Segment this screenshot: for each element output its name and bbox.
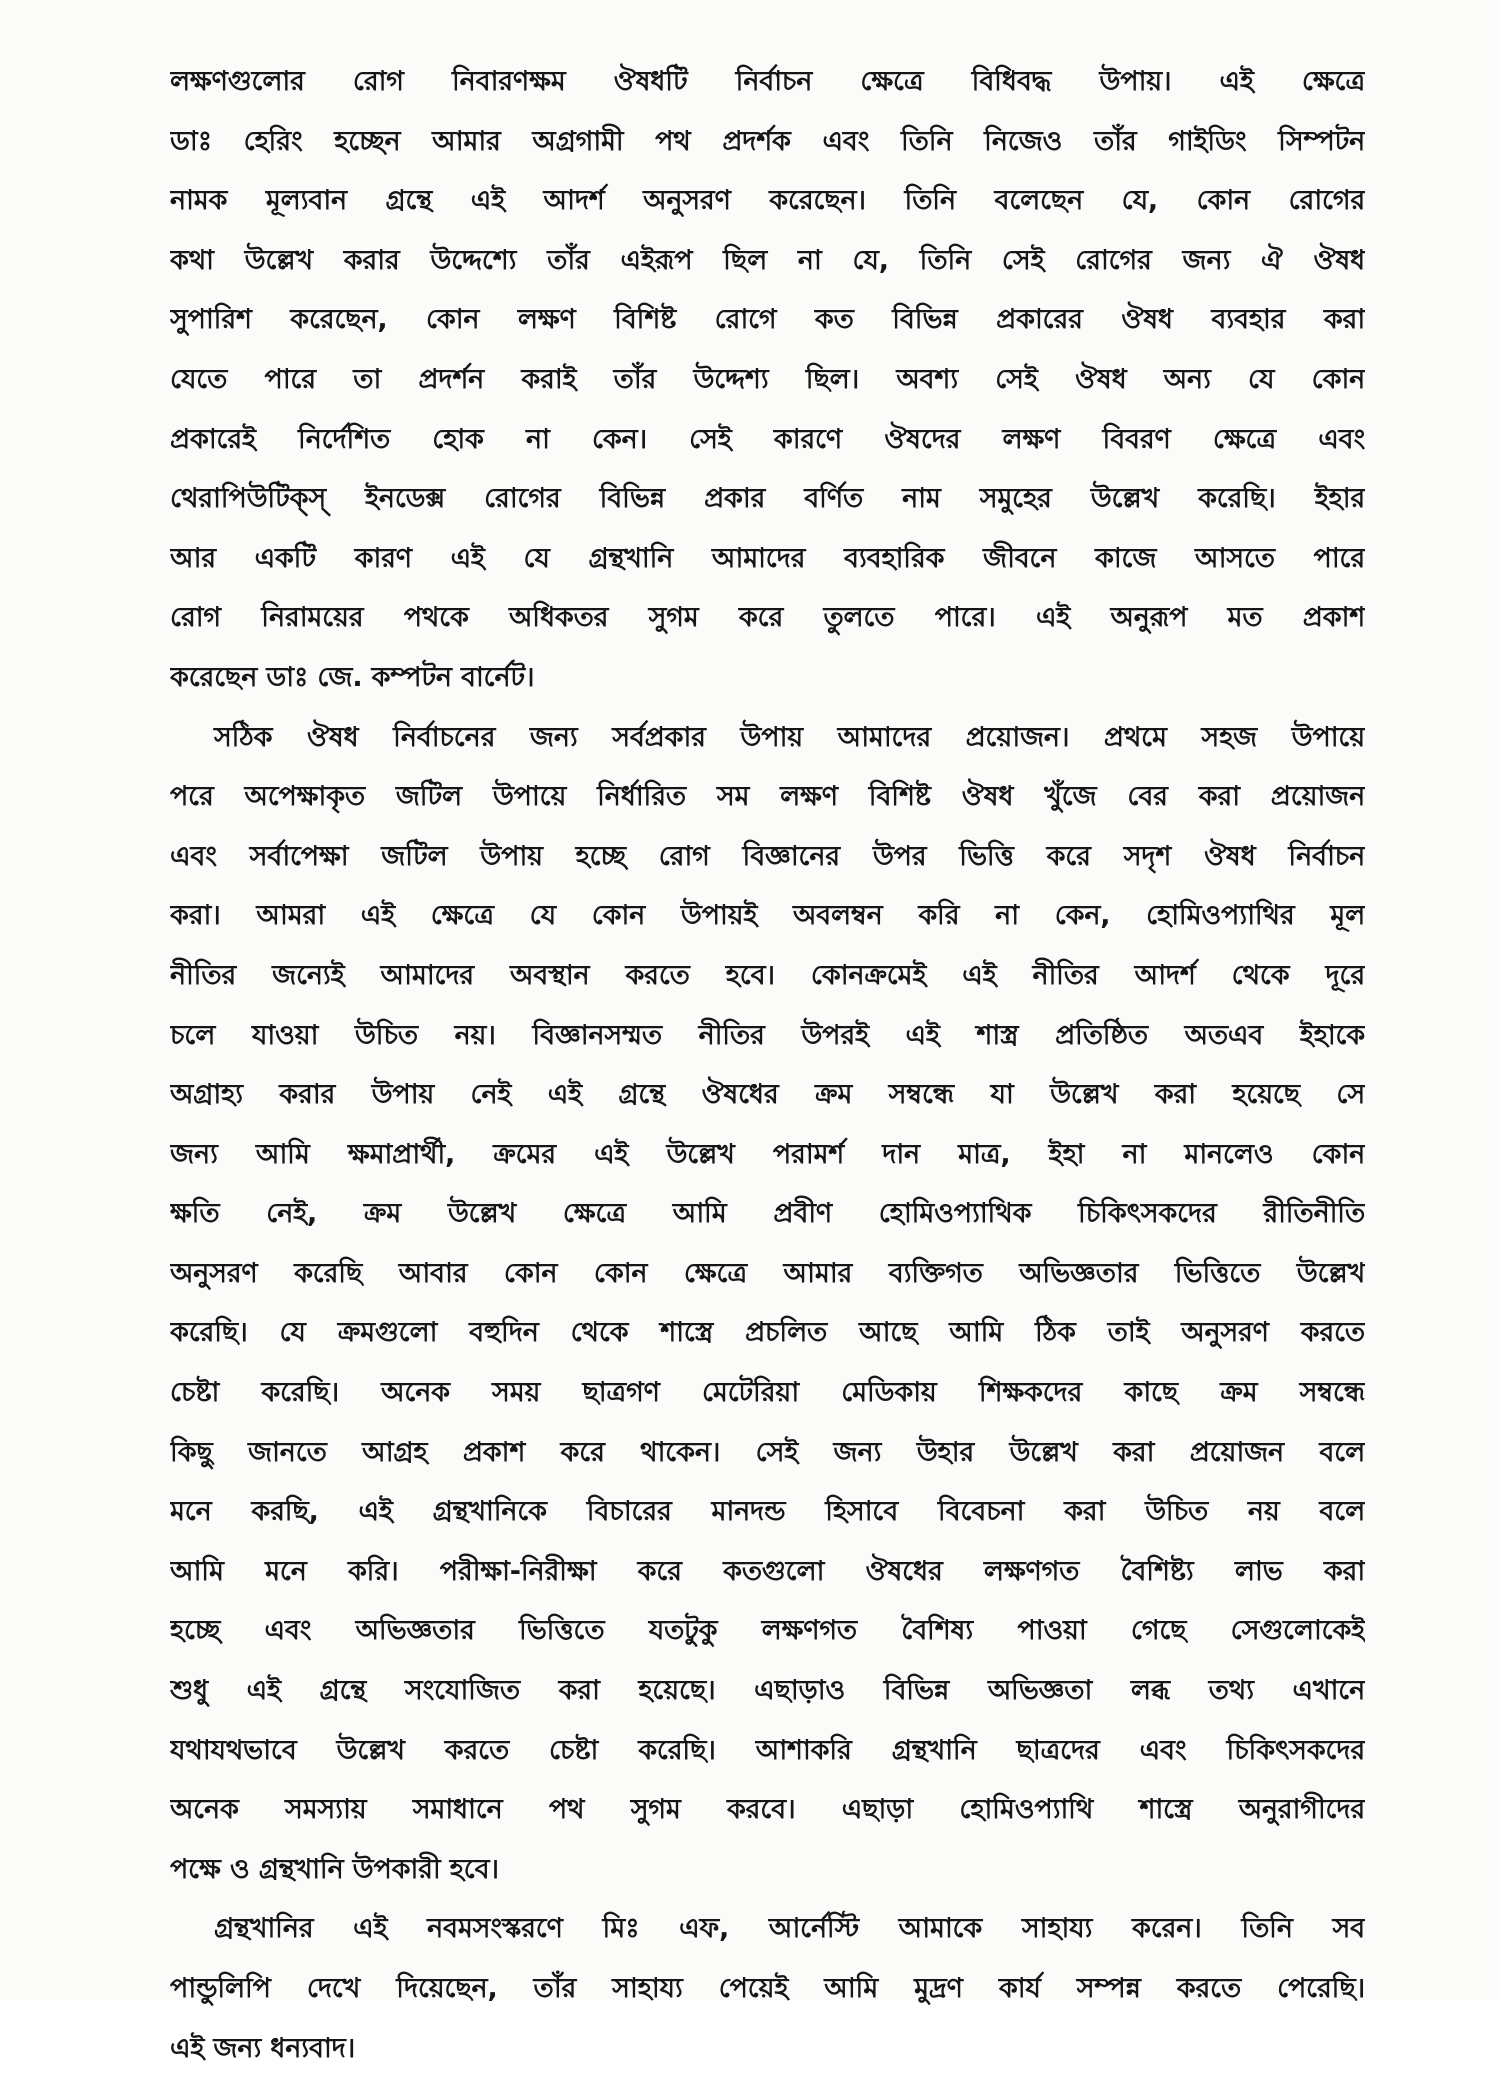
text-line: কিছু জানতে আগ্রহ প্রকাশ করে থাকেন। সেই জন্য উহার উল্লেখ করা প্রয়োজন বলে xyxy=(170,1436,1365,1468)
text-line: পরে অপেক্ষাকৃত জটিল উপায়ে নির্ধারিত সম লক্ষণ বিশিষ্ট ঔষধ খুঁজে বের করা প্রয়োজন xyxy=(170,781,1365,813)
text-line: ডাঃ হেরিং হচ্ছেন আমার অগ্রগামী পথ প্রদর্শক এবং তিনি নিজেও তাঁর গাইডিং সিম্পটন xyxy=(170,125,1365,157)
text-line: নীতির জন্যেই আমাদের অবস্থান করতে হবে। কোনক্রমেই এই নীতির আদর্শ থেকে দূরে xyxy=(170,959,1365,991)
text-line: গ্রন্থখানির এই নবমসংস্করণে মিঃ এফ, আর্নেস্টি আমাকে সাহায্য করেন। তিনি সব xyxy=(214,1913,1365,1945)
text-line: মনে করছি, এই গ্রন্থখানিকে বিচারের মানদন্ড হিসাবে বিবেচনা করা উচিত নয় বলে xyxy=(170,1496,1365,1528)
text-line: চলে যাওয়া উচিত নয়। বিজ্ঞানসম্মত নীতির উপরই এই শাস্ত্র প্রতিষ্ঠিত অতএব ইহাকে xyxy=(170,1019,1365,1051)
text-line: যেতে পারে তা প্রদর্শন করাই তাঁর উদ্দেশ্য ছিল। অবশ্য সেই ঔষধ অন্য যে কোন xyxy=(170,363,1365,395)
paragraph-3 xyxy=(170,1899,1365,2078)
body-text xyxy=(170,52,1365,2078)
text-line: চেষ্টা করেছি। অনেক সময় ছাত্রগণ মেটেরিয়া মেডিকায় শিক্ষকদের কাছে ক্রম সম্বন্ধে xyxy=(170,1377,1365,1409)
text-line: এই জন্য ধন্যবাদ। xyxy=(170,2032,356,2064)
text-line: অগ্রাহ্য করার উপায় নেই এই গ্রন্থে ঔষধের ক্রম সম্বন্ধে যা উল্লেখ করা হয়েছে সে xyxy=(170,1079,1365,1111)
text-line: প্রকারেই নির্দেশিত হোক না কেন। সেই কারণে ঔষদের লক্ষণ বিবরণ ক্ষেত্রে এবং xyxy=(170,423,1365,455)
text-line: থেরাপিউটিক্স্ ইনডেক্স রোগের বিভিন্ন প্রকার বর্ণিত নাম সমুহের উল্লেখ করেছি। ইহার xyxy=(170,483,1365,515)
paragraph-2 xyxy=(170,708,1365,1900)
text-line: আর একটি কারণ এই যে গ্রন্থখানি আমাদের ব্যবহারিক জীবনে কাজে আসতে পারে xyxy=(170,542,1365,574)
text-line: সুপারিশ করেছেন, কোন লক্ষণ বিশিষ্ট রোগে কত বিভিন্ন প্রকারের ঔষধ ব্যবহার করা xyxy=(170,304,1365,336)
text-line: সঠিক ঔষধ নির্বাচনের জন্য সর্বপ্রকার উপায় আমাদের প্রয়োজন। প্রথমে সহজ উপায়ে xyxy=(214,721,1365,753)
text-line: শুধু এই গ্রন্থে সংযোজিত করা হয়েছে। এছাড়াও বিভিন্ন অভিজ্ঞতা লব্ধ তথ্য এখানে xyxy=(170,1675,1365,1707)
text-line: হচ্ছে এবং অভিজ্ঞতার ভিত্তিতে যতটুকু লক্ষণগত বৈশিষ্য পাওয়া গেছে সেগুলোকেই xyxy=(170,1615,1365,1647)
text-line: করা। আমরা এই ক্ষেত্রে যে কোন উপায়ই অবলম্বন করি না কেন, হোমিওপ্যাথির মূল xyxy=(170,900,1365,932)
text-line: লক্ষণগুলোর রোগ নিবারণক্ষম ঔষধটি নির্বাচন ক্ষেত্রে বিধিবদ্ধ উপায়। এই ক্ষেত্রে xyxy=(170,66,1365,97)
text-line: এবং সর্বাপেক্ষা জটিল উপায় হচ্ছে রোগ বিজ্ঞানের উপর ভিত্তি করে সদৃশ ঔষধ নির্বাচন xyxy=(170,840,1365,872)
text-line: অনেক সমস্যায় সমাধানে পথ সুগম করবে। এছাড়া হোমিওপ্যাথি শাস্ত্রে অনুরাগীদের xyxy=(170,1794,1365,1826)
text-line: ক্ষতি নেই, ক্রম উল্লেখ ক্ষেত্রে আমি প্রবীণ হোমিওপ্যাথিক চিকিৎসকদের রীতিনীতি xyxy=(170,1198,1365,1230)
paragraph-1 xyxy=(170,52,1365,708)
text-line: পক্ষে ও গ্রন্থখানি উপকারী হবে। xyxy=(170,1853,499,1885)
text-line: করেছি। যে ক্রমগুলো বহুদিন থেকে শাস্ত্রে প্রচলিত আছে আমি ঠিক তাই অনুসরণ করতে xyxy=(170,1317,1365,1349)
text-line: অনুসরণ করেছি আবার কোন কোন ক্ষেত্রে আমার ব্যক্তিগত অভিজ্ঞতার ভিত্তিতে উল্লেখ xyxy=(170,1257,1365,1289)
text-line: আমি মনে করি। পরীক্ষা-নিরীক্ষা করে কতগুলো ঔষধের লক্ষণগত বৈশিষ্ট্য লাভ করা xyxy=(170,1555,1365,1587)
text-line: যথাযথভাবে উল্লেখ করতে চেষ্টা করেছি। আশাকরি গ্রন্থখানি ছাত্রদের এবং চিকিৎসকদের xyxy=(170,1734,1365,1766)
text-line: জন্য আমি ক্ষমাপ্রার্থী, ক্রমের এই উল্লেখ পরামর্শ দান মাত্র, ইহা না মানলেও কোন xyxy=(170,1138,1365,1170)
text-line: পান্ডুলিপি দেখে দিয়েছেন, তাঁর সাহায্য পেয়েই আমি মুদ্রণ কার্য সম্পন্ন করতে পেরেছি। xyxy=(170,1973,1365,2004)
text-line: রোগ নিরাময়ের পথকে অধিকতর সুগম করে তুলতে পারে। এই অনুরূপ মত প্রকাশ xyxy=(170,602,1365,634)
text-line: কথা উল্লেখ করার উদ্দেশ্যে তাঁর এইরূপ ছিল না যে, তিনি সেই রোগের জন্য ঐ ঔষধ xyxy=(170,244,1365,276)
text-line: নামক মূল্যবান গ্রন্থে এই আদর্শ অনুসরণ করেছেন। তিনি বলেছেন যে, কোন রোগের xyxy=(170,185,1365,217)
text-line: করেছেন ডাঃ জে. কম্পটন বার্নেট। xyxy=(170,661,535,693)
